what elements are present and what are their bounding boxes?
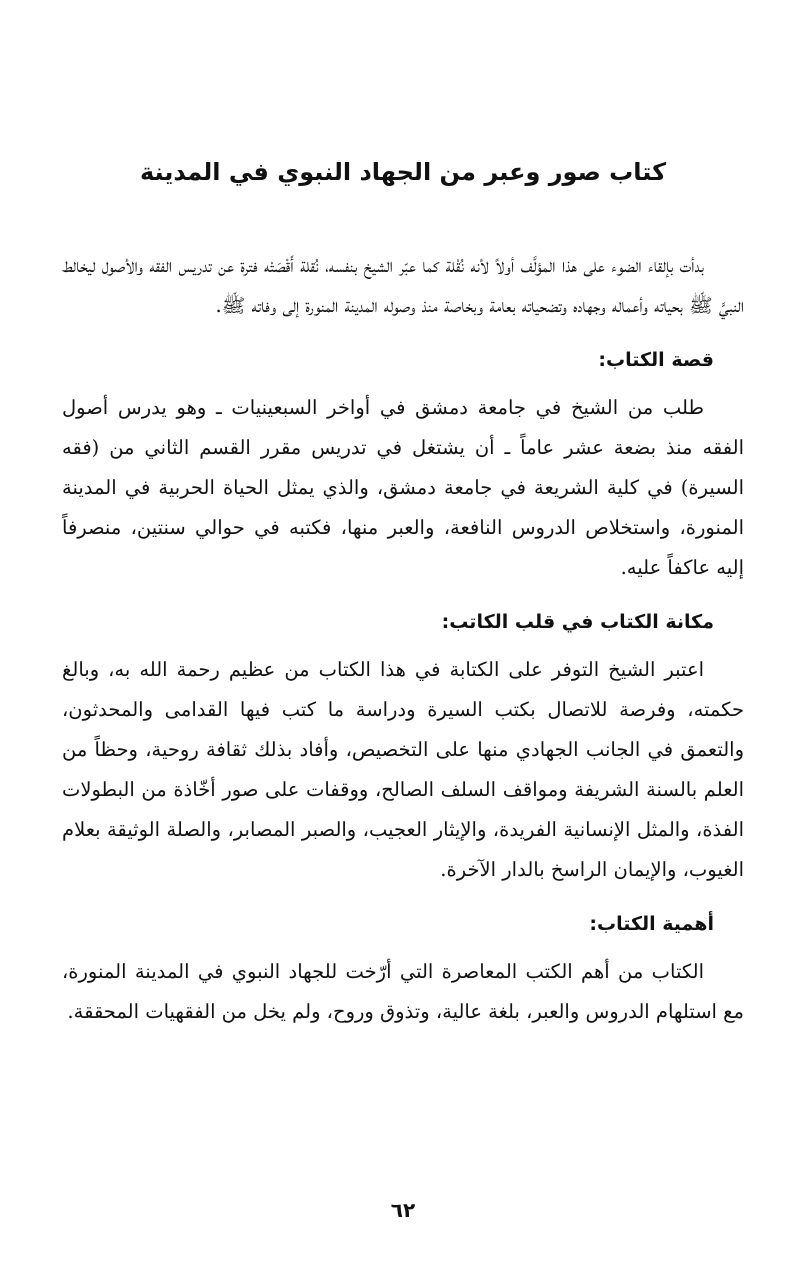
- page-number: ٦٢: [390, 1198, 416, 1222]
- section-heading: أهمية الكتاب:: [589, 913, 714, 935]
- section-heading: قصة الكتاب:: [598, 349, 714, 371]
- section-story: [62, 340, 744, 588]
- section-body: الكتاب من أهم الكتب المعاصرة التي أرّخت للجهاد النبوي في المدينة المنورة، مع استلهام الدروس والعبر، بلغة عالية، وتذوق وروح، ولم يخل من الفقهيات المحققة.: [62, 960, 744, 1023]
- section-status: [62, 602, 744, 890]
- section-body: طلب من الشيخ في جامعة دمشق في أواخر السبعينيات ـ وهو يدرس أصول الفقه منذ بضعة عشر عاماً ـ أن يشتغل في تدريس مقرر القسم الثاني من (فقه السيرة) في كلية الشريعة في جامعة دمشق، والذي يمثل الحياة الحربية في المدينة المنورة، واستخلاص الدروس النافعة، والعبر منها، فكتبه في حوالي سنتين، منصرفاً إليه عاكفاً عليه.: [62, 396, 744, 579]
- section-heading: مكانة الكتاب في قلب الكاتب:: [441, 611, 714, 633]
- section-body: اعتبر الشيخ التوفر على الكتابة في هذا الكتاب من عظيم رحمة الله به، وبالغ حكمته، وفرصة للاتصال بكتب السيرة ودراسة ما كتب فيها القدامى والمحدثون، والتعمق في الجانب الجهادي منها على التخصيص، وأفاد بذلك ثقافة روحية، وحظاً من العلم بالسنة الشريفة ومواقف السلف الصالح، ووقفات على صور أخّاذة من البطولات الفذة، والمثل الإنسانية الفريدة، والإيثار العجيب، والصبر المصابر، والصلة الوثيقة بعلام الغيوب، والإيمان الراسخ بالدار الآخرة.: [62, 658, 744, 881]
- intro-paragraph: بدأت بإلقاء الضوء على هذا المؤلَّف أولاً لأنه نُقْلة كما عبّر الشيخ بنفسه، نُقلة أَقْصَتْه فترة عن تدريس الفقه والأصول ليخالط النبيَّ ﷺ بحياته وأعماله وجهاده وتضحياته بعامة وبخاصة منذ وصوله المدينة المنورة إلى وفاته ﷺ.: [62, 254, 744, 317]
- page-title: كتاب صور وعبر من الجهاد النبوي في المدينة: [139, 158, 667, 186]
- section-importance: [62, 904, 744, 1032]
- book-page: [62, 150, 744, 1032]
